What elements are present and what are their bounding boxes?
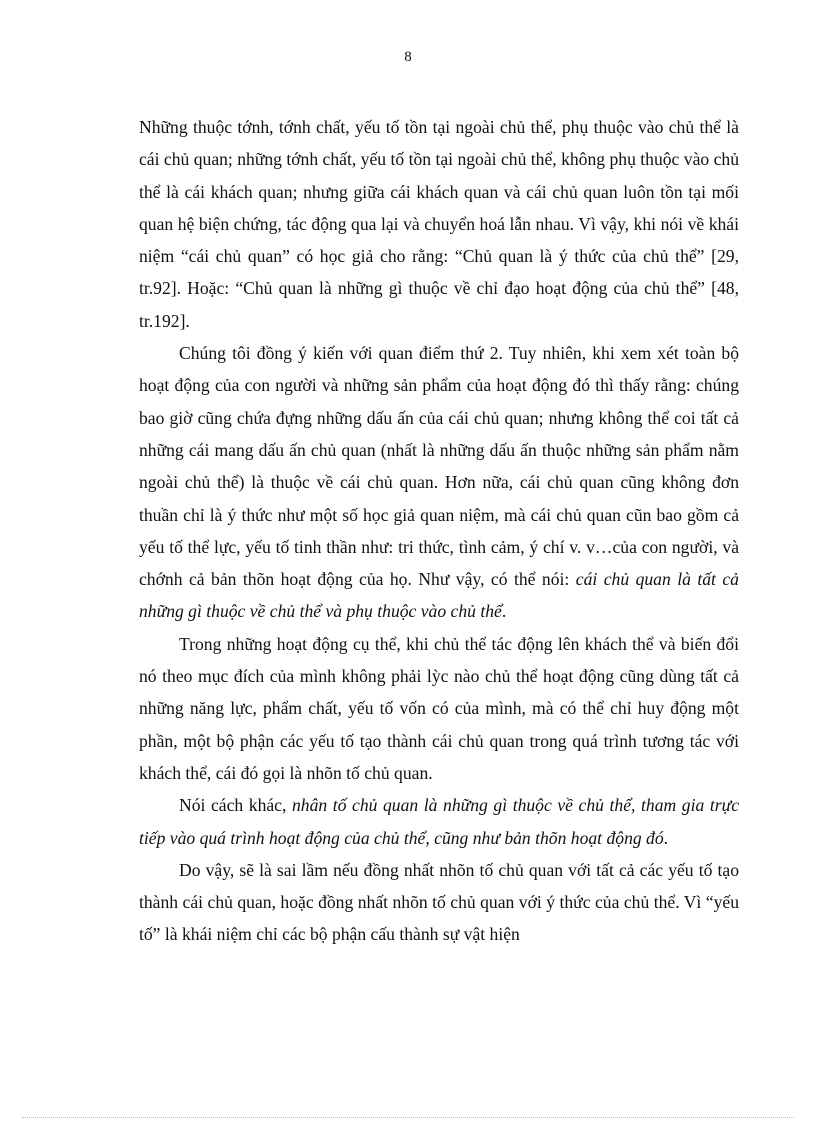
document-body [139,111,739,951]
paragraph-5: Do vậy, sẽ là sai lầm nếu đồng nhất nhõn tố chủ quan với tất cả các yếu tố tạo thành cái chủ quan, hoặc đồng nhất nhõn tố chủ quan với ý thức của chủ thể. Vì “yếu tố” là khái niệm chỉ các bộ phận cấu thành sự vật hiện [139,859,739,945]
paragraph-4-text: Nói cách khác, [179,795,292,816]
paragraph-2-italic-definition: cái chủ quan là tất cả những gì thuộc về chủ thể và phụ thuộc vào chủ thể [139,569,739,622]
paragraph-2-end: . [501,601,507,622]
paragraph-4 [139,789,739,854]
paragraph-2 [139,337,739,628]
paragraph-4-italic-definition: nhân tố chủ quan là những gì thuộc về chủ thể, tham gia trực tiếp vào quá trình hoạt động của chủ thể, cũng như bản thõn hoạt động đó [139,795,740,848]
page-bottom-divider [22,1117,794,1118]
page-number: 8 [404,49,412,65]
paragraph-1: Những thuộc tớnh, tớnh chất, yếu tố tồn tại ngoài chủ thể, phụ thuộc vào chủ thể là cái chủ quan; những tớnh chất, yếu tố tồn tại ngoài chủ thể, không phụ thuộc vào chủ thể là cái khách quan; nhưng giữa cái khách quan và cái chủ quan luôn tồn tại mối quan hệ biện chứng, tác động qua lại và chuyển hoá lẫn nhau. Vì vậy, khi nói về khái niệm “cái chủ quan” có học giả cho rằng: “Chủ quan là ý thức của chủ thể” [29, tr.92]. Hoặc: “Chủ quan là những gì thuộc về chỉ đạo hoạt động của chủ thể” [48, tr.192]. [139,117,739,331]
paragraph-3: Trong những hoạt động cụ thể, khi chủ thể tác động lên khách thể và biến đổi nó theo mục đích của mình không phải lỳc nào chủ thể hoạt động cũng dùng tất cả những năng lực, phẩm chất, yếu tố vốn có của mình, mà có thể chỉ huy động một phần, một bộ phận các yếu tố tạo thành cái chủ quan trong quá trình tương tác với khách thể, cái đó gọi là nhõn tố chủ quan. [139,633,739,783]
paragraph-2-text: Chúng tôi đồng ý kiến với quan điểm thứ 2. Tuy nhiên, khi xem xét toàn bộ hoạt động của con người và những sản phẩm của hoạt động đó thì thấy rằng: chúng bao giờ cũng chứa đựng những dấu ấn của cái chủ quan; nhưng không thể coi tất cả những cái mang dấu ấn chủ quan (nhất là những dấu ấn thuộc những sản phẩm nằm ngoài chủ thể) là thuộc về cái chủ quan. Hơn nữa, cái chủ quan cũng không đơn thuần chỉ là ý thức như một số học giả quan niệm, mà cái chủ quan cũn bao gồm cả yếu tố thể lực, yếu tố tinh thần như: tri thức, tình cảm, ý chí v. v…của con người, và chớnh cả bản thõn hoạt động của họ. Như vậy, có thể nói: [139,343,739,590]
paragraph-4-end: . [663,827,669,848]
